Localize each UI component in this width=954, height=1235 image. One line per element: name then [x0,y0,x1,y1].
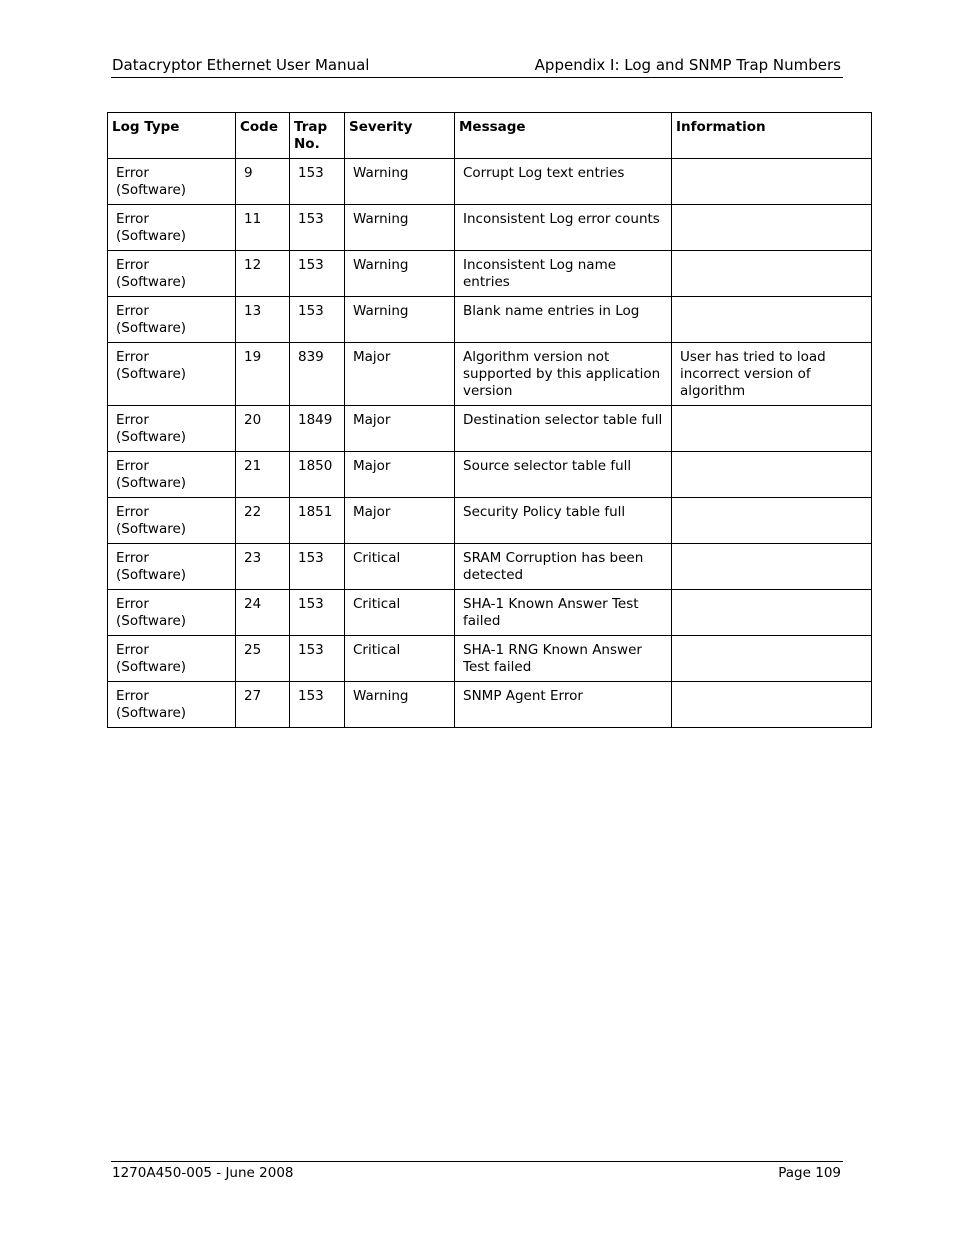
cell-trap: 153 [290,297,345,343]
cell-severity: Major [345,406,455,452]
cell-information [672,452,872,498]
cell-code: 19 [236,343,290,406]
manual-title: Datacryptor Ethernet User Manual [112,56,370,74]
cell-log-type: Error (Software) [108,159,236,205]
cell-information [672,544,872,590]
cell-severity: Critical [345,636,455,682]
cell-message: SHA-1 Known Answer Test failed [455,590,672,636]
cell-message: SRAM Corruption has been detected [455,544,672,590]
cell-log-type: Error (Software) [108,406,236,452]
table-row [108,251,872,297]
cell-message: Inconsistent Log error counts [455,205,672,251]
cell-trap: 1851 [290,498,345,544]
cell-severity: Warning [345,205,455,251]
cell-code: 12 [236,251,290,297]
table-row [108,544,872,590]
log-trap-table [107,112,872,728]
document-id: 1270A450-005 - June 2008 [112,1165,294,1181]
cell-information: User has tried to load incorrect version of algorithm [672,343,872,406]
cell-log-type: Error (Software) [108,682,236,728]
table-row [108,406,872,452]
cell-trap: 153 [290,682,345,728]
cell-code: 24 [236,590,290,636]
cell-information [672,251,872,297]
table-row [108,682,872,728]
cell-log-type: Error (Software) [108,590,236,636]
cell-log-type: Error (Software) [108,636,236,682]
cell-message: SNMP Agent Error [455,682,672,728]
col-header-log-type: Log Type [108,113,236,159]
cell-code: 23 [236,544,290,590]
cell-code: 27 [236,682,290,728]
cell-log-type: Error (Software) [108,251,236,297]
cell-trap: 153 [290,159,345,205]
cell-log-type: Error (Software) [108,498,236,544]
table-row [108,343,872,406]
cell-severity: Warning [345,682,455,728]
cell-message: Destination selector table full [455,406,672,452]
table-row [108,498,872,544]
cell-log-type: Error (Software) [108,452,236,498]
cell-log-type: Error (Software) [108,343,236,406]
cell-trap: 1850 [290,452,345,498]
cell-severity: Critical [345,544,455,590]
cell-log-type: Error (Software) [108,297,236,343]
cell-trap: 153 [290,251,345,297]
cell-code: 11 [236,205,290,251]
cell-message: Source selector table full [455,452,672,498]
cell-information [672,159,872,205]
cell-trap: 153 [290,636,345,682]
cell-information [672,498,872,544]
cell-log-type: Error (Software) [108,205,236,251]
table-row [108,590,872,636]
col-header-trap-no: Trap No. [290,113,345,159]
cell-trap: 153 [290,590,345,636]
cell-trap: 153 [290,205,345,251]
table-header-row [108,113,872,159]
cell-trap: 153 [290,544,345,590]
table-row [108,297,872,343]
cell-message: SHA-1 RNG Known Answer Test failed [455,636,672,682]
col-header-code: Code [236,113,290,159]
col-header-severity: Severity [345,113,455,159]
cell-severity: Warning [345,251,455,297]
cell-severity: Critical [345,590,455,636]
cell-severity: Major [345,498,455,544]
col-header-message: Message [455,113,672,159]
cell-code: 13 [236,297,290,343]
cell-message: Corrupt Log text entries [455,159,672,205]
cell-severity: Warning [345,297,455,343]
cell-message: Blank name entries in Log [455,297,672,343]
cell-severity: Major [345,452,455,498]
cell-information [672,590,872,636]
cell-message: Inconsistent Log name entries [455,251,672,297]
cell-severity: Warning [345,159,455,205]
table-row [108,205,872,251]
page-header [111,56,843,78]
cell-code: 25 [236,636,290,682]
cell-code: 9 [236,159,290,205]
cell-information [672,636,872,682]
cell-severity: Major [345,343,455,406]
cell-trap: 839 [290,343,345,406]
cell-message: Algorithm version not supported by this application version [455,343,672,406]
cell-log-type: Error (Software) [108,544,236,590]
cell-information [672,205,872,251]
section-title: Appendix I: Log and SNMP Trap Numbers [534,56,841,74]
table-row [108,636,872,682]
cell-code: 20 [236,406,290,452]
cell-information [672,682,872,728]
table-row [108,452,872,498]
col-header-information: Information [672,113,872,159]
page-number: Page 109 [778,1165,841,1181]
cell-information [672,297,872,343]
cell-code: 21 [236,452,290,498]
page-footer [111,1161,843,1181]
cell-message: Security Policy table full [455,498,672,544]
cell-information [672,406,872,452]
cell-code: 22 [236,498,290,544]
table-row [108,159,872,205]
cell-trap: 1849 [290,406,345,452]
